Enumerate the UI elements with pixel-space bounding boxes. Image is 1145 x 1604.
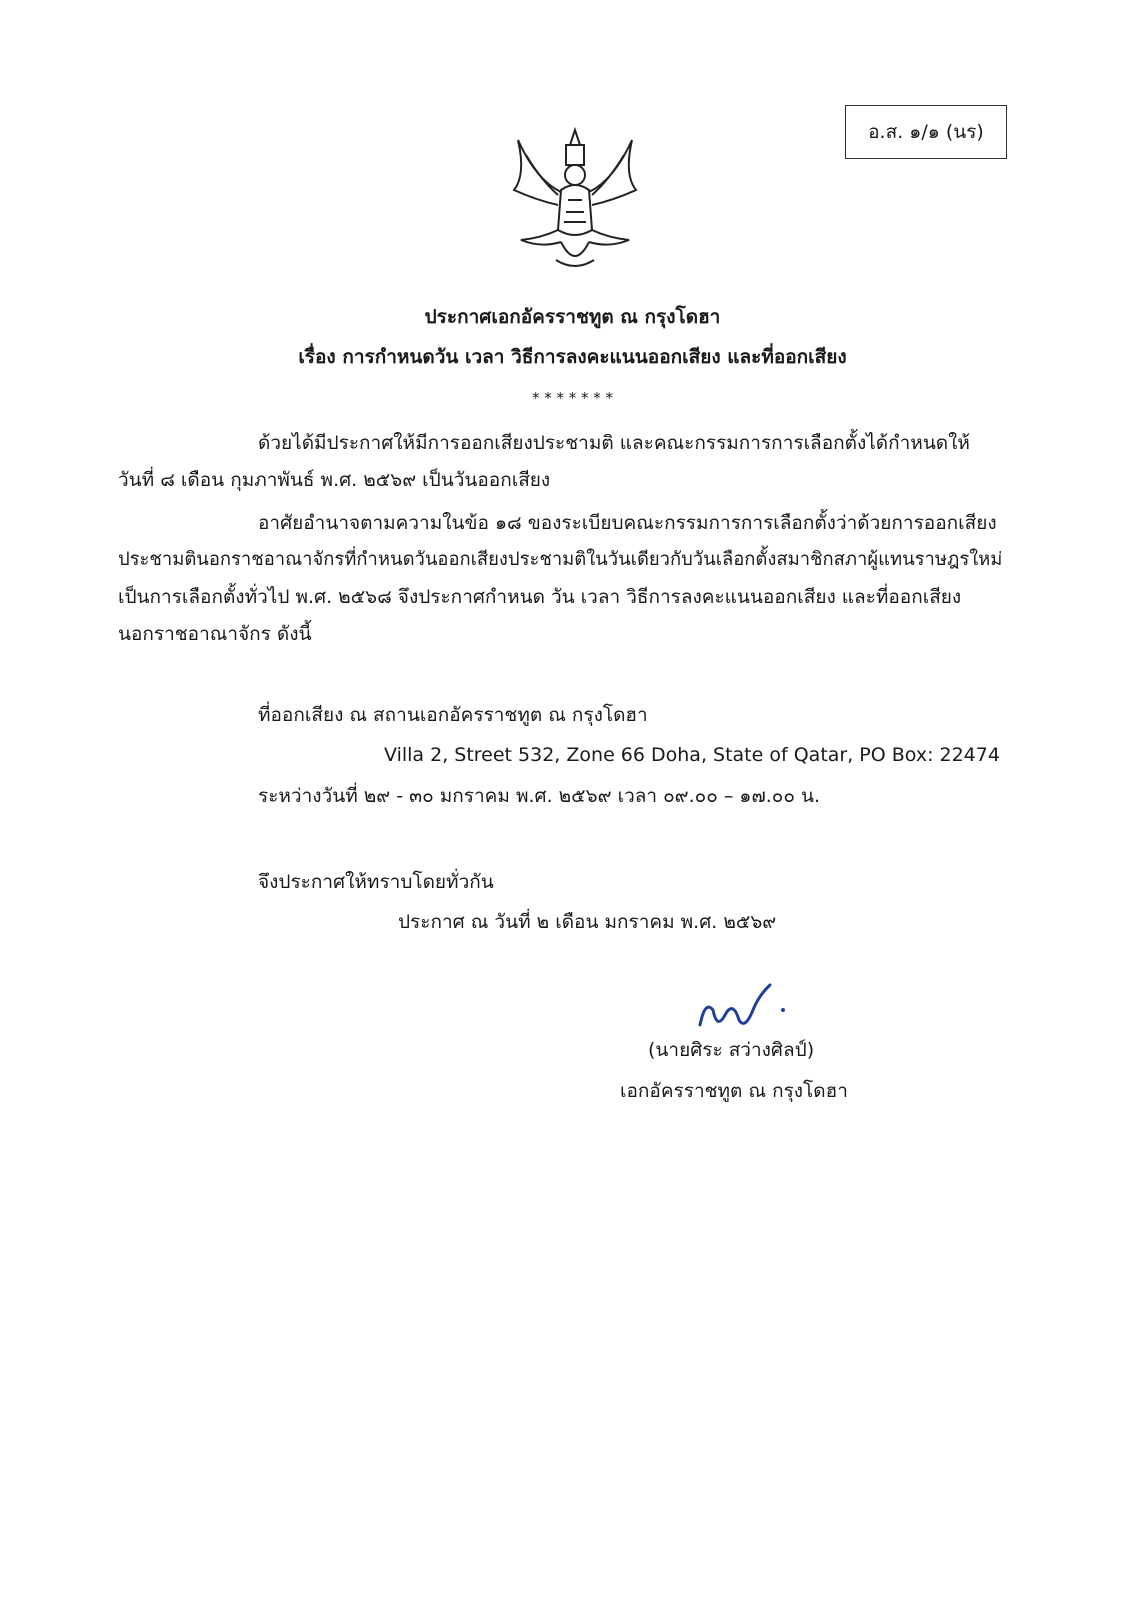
paragraph2-line: นอกราชอาณาจักร ดังนี้ xyxy=(118,623,312,645)
venue-address: Villa 2, Street 532, Zone 66 Doha, State of Qatar, PO Box: 22474 xyxy=(384,744,1000,766)
venue-label: ที่ออกเสียง ณ สถานเอกอัครราชทูต ณ กรุงโดฮา xyxy=(258,704,648,726)
closing-statement: จึงประกาศให้ทราบโดยทั่วกัน xyxy=(258,871,494,893)
signature xyxy=(695,980,795,1040)
paragraph1-line: วันที่ ๘ เดือน กุมภาพันธ์ พ.ศ. ๒๕๖๙ เป็นวันออกเสียง xyxy=(118,469,551,491)
signatory-title: เอกอัครราชทูต ณ กรุงโดฮา xyxy=(620,1080,848,1102)
voting-period: ระหว่างวันที่ ๒๙ - ๓๐ มกราคม พ.ศ. ๒๕๖๙ เวลา ๐๙.๐๐ – ๑๗.๐๐ น. xyxy=(258,785,821,807)
document-subject: เรื่อง การกำหนดวัน เวลา วิธีการลงคะแนนออกเสียง และที่ออกเสียง xyxy=(298,346,847,368)
paragraph2-line: เป็นการเลือกตั้งทั่วไป พ.ศ. ๒๕๖๘ จึงประกาศกำหนด วัน เวลา วิธีการลงคะแนนออกเสียง และที่ออกเสียง xyxy=(118,586,962,608)
form-code-box xyxy=(845,105,1007,159)
document-title: ประกาศเอกอัครราชทูต ณ กรุงโดฮา xyxy=(424,306,721,328)
announcement-date: ประกาศ ณ วันที่ ๒ เดือน มกราคม พ.ศ. ๒๕๖๙ xyxy=(398,911,777,933)
separator: * * * * * * * xyxy=(531,389,614,407)
signatory-name: (นายศิระ สว่างศิลป์) xyxy=(648,1039,815,1061)
paragraph2-line: อาศัยอำนาจตามความในข้อ ๑๘ ของระเบียบคณะกรรมการการเลือกตั้งว่าด้วยการออกเสียง xyxy=(258,512,997,534)
paragraph2-line: ประชามตินอกราชอาณาจักรที่กำหนดวันออกเสียงประชามติในวันเดียวกับวันเลือกตั้งสมาชิกสภาผู้แทนราษฎรใหม่ xyxy=(118,549,1003,570)
garuda-emblem-icon xyxy=(506,120,644,275)
paragraph1-line: ด้วยได้มีประกาศให้มีการออกเสียงประชามติ และคณะกรรมการการเลือกตั้งได้กำหนดให้ xyxy=(258,432,970,454)
form-code: อ.ส. ๑/๑ (นร) xyxy=(868,121,984,143)
